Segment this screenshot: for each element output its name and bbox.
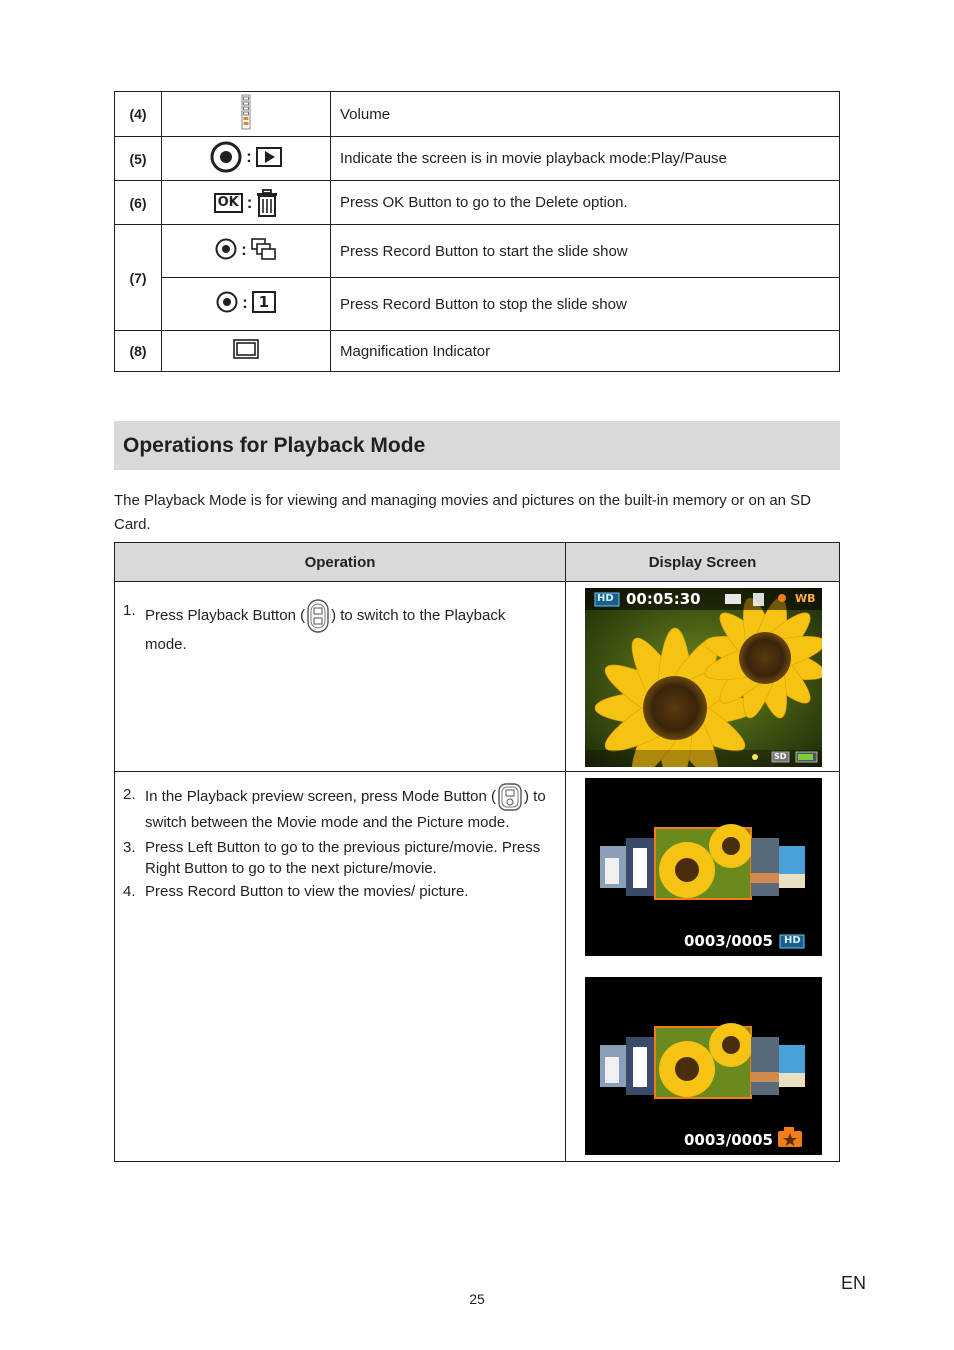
- table-row: [115, 92, 840, 137]
- volume-bar-icon: [162, 92, 331, 137]
- language-tag: EN: [841, 1273, 867, 1293]
- record-slideshow-icon: :: [215, 238, 277, 260]
- table-row: [115, 331, 840, 372]
- playback-button-icon: [307, 599, 329, 633]
- magnification-icon: [162, 331, 331, 372]
- table-row: [115, 582, 840, 772]
- hd-badge: HD: [597, 593, 614, 604]
- file-counter: 0003/0005: [684, 932, 773, 950]
- white-balance-label: WB: [795, 592, 816, 605]
- mode-button-icon: [498, 783, 522, 811]
- section-title: Operations for Playback Mode: [123, 434, 426, 457]
- trash-icon: [256, 189, 278, 217]
- ok-button-icon: OK: [214, 193, 243, 213]
- intro-paragraph: The Playback Mode is for viewing and managing movies and pictures on the built-in memory or on an SD Card.: [114, 492, 812, 533]
- table-header-row: [115, 543, 840, 582]
- movie-browse-screen: [585, 778, 822, 956]
- row-description: Press OK Button to go to the Delete option.: [331, 181, 840, 225]
- page-number: 25: [469, 1291, 485, 1307]
- row-description: Press Record Button to start the slide show: [331, 225, 840, 278]
- sd-card-label: SD: [774, 752, 787, 761]
- table-row: [115, 278, 840, 331]
- table-row: [115, 137, 840, 181]
- table-row: [115, 225, 840, 278]
- row-description: Volume: [331, 92, 840, 137]
- row-number: (7): [115, 225, 162, 331]
- step-item: 3. Press Left Button to go to the previous picture/movie. Press Right Button to go to the next picture/movie.: [123, 839, 541, 877]
- table-row: [115, 181, 840, 225]
- recording-time: 00:05:30: [626, 590, 701, 608]
- hd-badge: HD: [784, 935, 801, 946]
- operations-table: [114, 542, 840, 1162]
- single-frame-icon: 1: [252, 291, 276, 313]
- row-number: (5): [115, 137, 162, 181]
- icon-legend-table: [114, 91, 840, 372]
- file-counter: 0003/0005: [684, 1131, 773, 1149]
- operation-header: Operation: [115, 543, 566, 582]
- record-single-icon: : 1: [216, 291, 276, 313]
- ok-delete-icon: OK :: [214, 189, 279, 217]
- row-number: (6): [115, 181, 162, 225]
- record-play-icon: :: [210, 141, 282, 173]
- table-row: [115, 772, 840, 1162]
- row-description: Press Record Button to stop the slide show: [331, 278, 840, 331]
- section-header: [114, 421, 840, 470]
- row-number: (8): [115, 331, 162, 372]
- row-number: (4): [115, 92, 162, 137]
- row-description: Magnification Indicator: [331, 331, 840, 372]
- thumbnail-strip: [600, 824, 805, 899]
- camera-star-icon: [778, 1127, 802, 1147]
- step-item: 4. Press Record Button to view the movies/ picture.: [123, 883, 469, 900]
- thumbnail-strip: [600, 1023, 805, 1098]
- playback-screen: [585, 588, 822, 767]
- step-item: 2. In the Playback preview screen, press Mode Button ( ) to switch between the Movie mode and the Picture mode.: [116, 783, 556, 835]
- row-description: Indicate the screen is in movie playback mode:Play/Pause: [331, 137, 840, 181]
- step-item: 1. Press Playback Button ( ) to switch to the Playback mode.: [116, 599, 544, 657]
- picture-browse-screen: [585, 977, 822, 1155]
- display-screen-header: Display Screen: [566, 543, 840, 582]
